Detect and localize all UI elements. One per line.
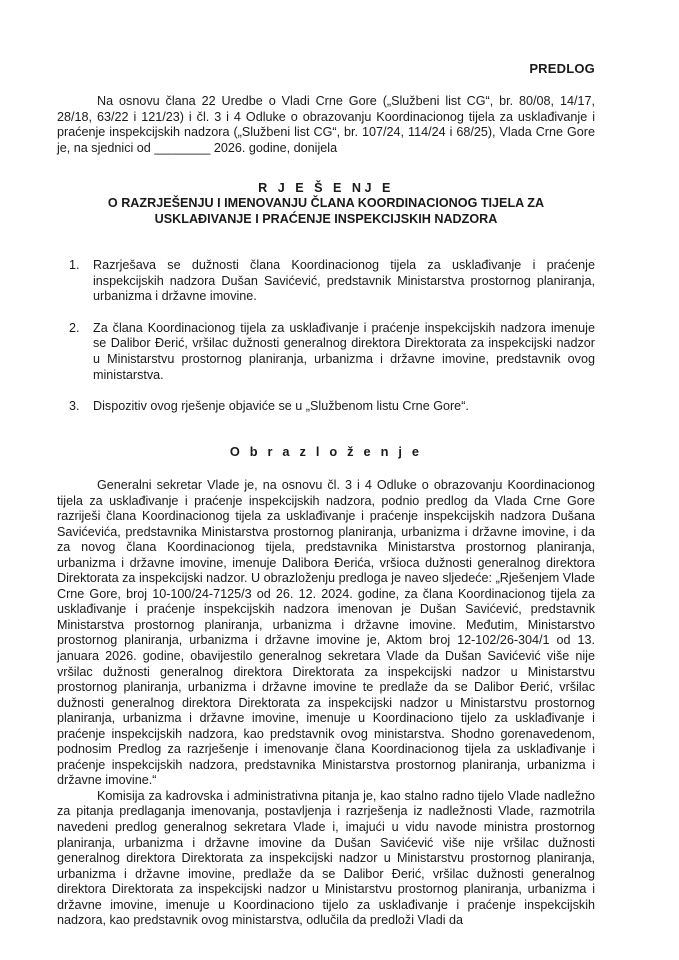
- document-title: [57, 181, 595, 227]
- item-text: Razrješava se dužnosti člana Koordinacionog tijela za usklađivanje i praćenje inspekcijskih nadzora Dušan Savićević, predstavnik Ministarstva prostornog planiranja, urbanizma i državne imovine.: [93, 258, 595, 304]
- decision-item: [69, 399, 595, 415]
- explanation-body: [57, 478, 595, 929]
- item-number: 3.: [69, 399, 80, 414]
- decision-item: [69, 258, 595, 305]
- title-line-decision: R J E Š E NJ E: [258, 181, 394, 195]
- title-line-subject-2: USKLAĐIVANJE I PRAĆENJE INSPEKCIJSKIH NADZORA: [154, 211, 498, 226]
- decision-items: [69, 258, 595, 431]
- intro-paragraph: Na osnovu člana 22 Uredbe o Vladi Crne Gore („Službeni list CG“, br. 80/08, 14/17, 28/18, 63/22 i 121/23) i čl. 3 i 4 Odluke o obrazovanju Koordinacionog tijela za usklađivanje i praćenje inspekcijskih nadzora („Službeni list CG“, br. 107/24, 114/24 i 68/25), Vlada Crne Gore je, na sjednici od ________ 2026. godine, donijela: [57, 94, 595, 155]
- item-text: Za člana Koordinacionog tijela za usklađivanje i praćenje inspekcijskih nadzora imenuje se Dalibor Đerić, vršilac dužnosti generalnog direktora Direktorata za inspekcijski nadzor u Ministarstvu prostornog planiranja, urbanizma i državne imovine, predstavnik ovog ministarstva.: [93, 320, 595, 382]
- document-label: PREDLOG: [529, 61, 595, 76]
- decision-item: [69, 321, 595, 383]
- explanation-paragraph: Generalni sekretar Vlade je, na osnovu čl. 3 i 4 Odluke o obrazovanju Koordinacionog tijela za usklađivanje i praćenje inspekcijskih nadzora, podnio predlog da Vlada Crne Gore razriješi člana Koordinacionog tijela za usklađivanje i praćenje inspekcijskih nadzora Dušana Savićevića, predstavnika Ministarstva prostornog planiranja, urbanizma i državne imovine, i da za novog člana Koordinacionog tijela, predstavnika Ministarstva prostornog planiranja, urbanizma i državne imovine, imenuje Dalibora Đerića, vršioca dužnosti generalnog direktora Direktorata za inspekcijski nadzor. U obrazloženju predloga je naveo sljedeće: „Rješenjem Vlade Crne Gore, broj 10-100/24-7125/3 od 26. 12. 2024. godine, za člana Koordinacionog tijela za usklađivanje i praćenje inspekcijskih nadzora imenovan je Dušan Savićević, predstavnik Ministarstva prostornog planiranja, urbanizma i državne imovine. Međutim, Ministarstvo prostornog planiranja, urbanizma i državne imovine je, Aktom broj 12-102/26-304/1 od 13. januara 2026. godine, obavijestilo generalnog sekretara Vlade da Dušan Savićević više nije vršilac dužnosti generalnog direktora Direktorata za inspekcijski nadzor u Ministarstvu prostornog planiranja, urbanizma i državne imovine te predlaže da se Dalibor Đerić, vršilac dužnosti generalnog direktora Direktorata za inspekcijski nadzor u Ministarstvu prostornog planiranja, urbanizma i državne imovine, imenuje u Koordinaciono tijelo za usklađivanje i praćenje inspekcijskih nadzora, kao predstavnik ovog ministarstva. Shodno gorenavedenom, podnosim Predlog za razrješenje i imenovanje člana Koordinacionog tijela za usklađivanje i praćenje inspekcijskih nadzora, predstavnika Ministarstva prostornog planiranja, urbanizma i državne imovine.“: [57, 478, 595, 788]
- item-number: 2.: [69, 320, 80, 335]
- explanation-paragraph: Komisija za kadrovska i administrativna pitanja je, kao stalno radno tijelo Vlade nadležno za pitanja predlaganja imenovanja, postavljenja i razrješenja iz nadležnosti Vlade, razmotrila navedeni predlog generalnog sekretara Vlade i, imajući u vidu navode ministra prostornog planiranja, urbanizma i državne imovine da Dušan Savićević više nije vršilac dužnosti generalnog direktora Direktorata za inspekcijski nadzor u Ministarstvu prostornog planiranja, urbanizma i državne imovine, predlaže da se Dalibor Đerić, vršilac dužnosti generalnog direktora Direktorata za inspekcijski nadzor u Ministarstvu prostornog planiranja, urbanizma i državne imovine, imenuje u Koordinaciono tijelo za usklađivanje i praćenje inspekcijskih nadzora, kao predstavnik ovog ministarstva, odlučila da predloži Vladi da: [57, 788, 595, 928]
- title-line-subject-1: O RAZRJEŠENJU I IMENOVANJU ČLANA KOORDINACIONOG TIJELA ZA: [107, 196, 545, 211]
- item-number: 1.: [69, 258, 80, 272]
- item-text: Dispozitiv ovog rješenje objaviće se u „Službenom listu Crne Gore“.: [93, 399, 469, 414]
- explanation-heading: O b r a z l o ž e n j e: [229, 444, 423, 459]
